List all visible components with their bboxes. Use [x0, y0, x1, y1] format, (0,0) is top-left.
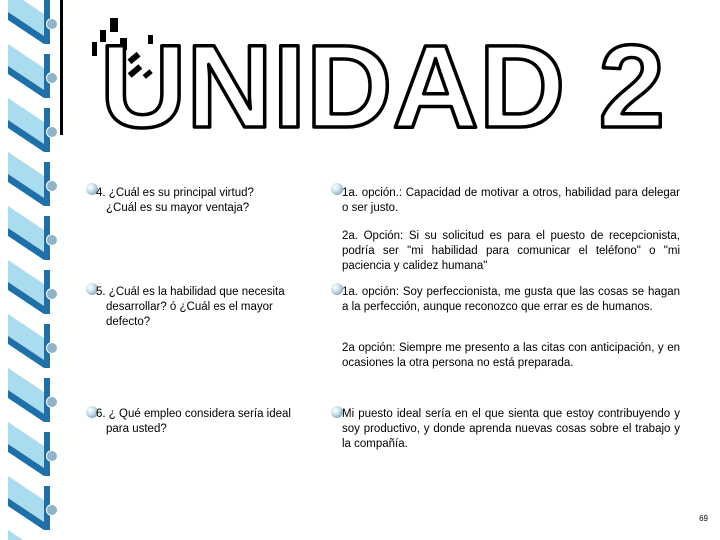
answer-prefix: 1a: [342, 286, 355, 298]
question-line: ¿ Qué empleo considera sería ideal: [108, 408, 291, 420]
question-6: 6. ¿ Qué empleo considera sería ideal para usted?: [96, 408, 291, 435]
binder-bead-icon: [47, 235, 58, 246]
question-line: ¿Cuál es la habilidad que necesita: [108, 286, 285, 298]
binder-bead-icon: [47, 181, 58, 192]
question-5: 5. ¿Cuál es la habilidad que necesita desarrollar? ó ¿Cuál es el mayor defecto?: [96, 286, 285, 328]
answer-text: opción: Soy perfeccionista, me gusta que las cosas se hagan a la perfección, aunque reconozco que errar es de humanos.: [342, 286, 680, 313]
answer-prefix: 1a: [342, 187, 355, 199]
answer-text: Mi puesto ideal sería en el que sienta que estoy contribuyendo y soy productivo, y donde aprenda nuevas cosas sobre el trabajo y la compañía.: [342, 408, 680, 450]
answer-5-option-1: 1a. opción: Soy perfeccionista, me gusta que las cosas se hagan a la perfección, aunque reconozco que errar es de humanos.: [342, 286, 680, 313]
question-line: defecto?: [106, 316, 151, 328]
page-title: UNIDAD 2: [100, 21, 665, 135]
question-number: 4: [96, 187, 103, 199]
question-line: ¿Cuál es su mayor ventaja?: [106, 202, 250, 214]
answer-4-option-2: 2a. Opción: Si su solicitud es para el puesto de recepcionista, podría ser "mi habilidad para comunicar el teléfono" o "mi paciencia y calidez humana": [342, 230, 681, 272]
answer-text: opción: Siempre me presento a las citas con anticipación, y en ocasiones la otra persona no está preparada.: [342, 342, 680, 369]
question-line: ¿Cuál es su principal virtud?: [108, 187, 254, 199]
answer-6: [342, 407, 680, 452]
answer-text: opción.: Capacidad de motivar a otros, habilidad para delegar o ser justo.: [342, 187, 680, 214]
question-4: 4. ¿Cuál es su principal virtud? ¿Cuál es su mayor ventaja?: [96, 187, 254, 214]
binder-bead-icon: [47, 451, 58, 462]
answer-4-option-1: 1a. opción.: Capacidad de motivar a otros, habilidad para delegar o ser justo.: [342, 187, 680, 214]
question-number: 5: [96, 286, 103, 298]
binder-bead-icon: [47, 289, 58, 300]
question-line: desarrollar? ó ¿Cuál es el mayor: [106, 301, 273, 313]
binder-band-light: [8, 530, 44, 540]
binder-bead-icon: [47, 397, 58, 408]
binder-bead-icon: [47, 505, 58, 516]
answer-5-option-2: [342, 341, 680, 371]
binder-bead-icon: [47, 343, 58, 354]
answer-text: Opción: Si su solicitud es para el puesto de recepcionista, podría ser "mi habilidad para comunicar el teléfono" o "mi paciencia y calidez humana": [342, 230, 681, 272]
title-banner: [0, 0, 720, 135]
question-number: 6: [96, 408, 103, 420]
answer-prefix: 2a: [342, 230, 355, 242]
question-line: para usted?: [106, 423, 167, 435]
page-number: 69: [699, 514, 708, 523]
answer-prefix: 2a: [342, 342, 355, 354]
